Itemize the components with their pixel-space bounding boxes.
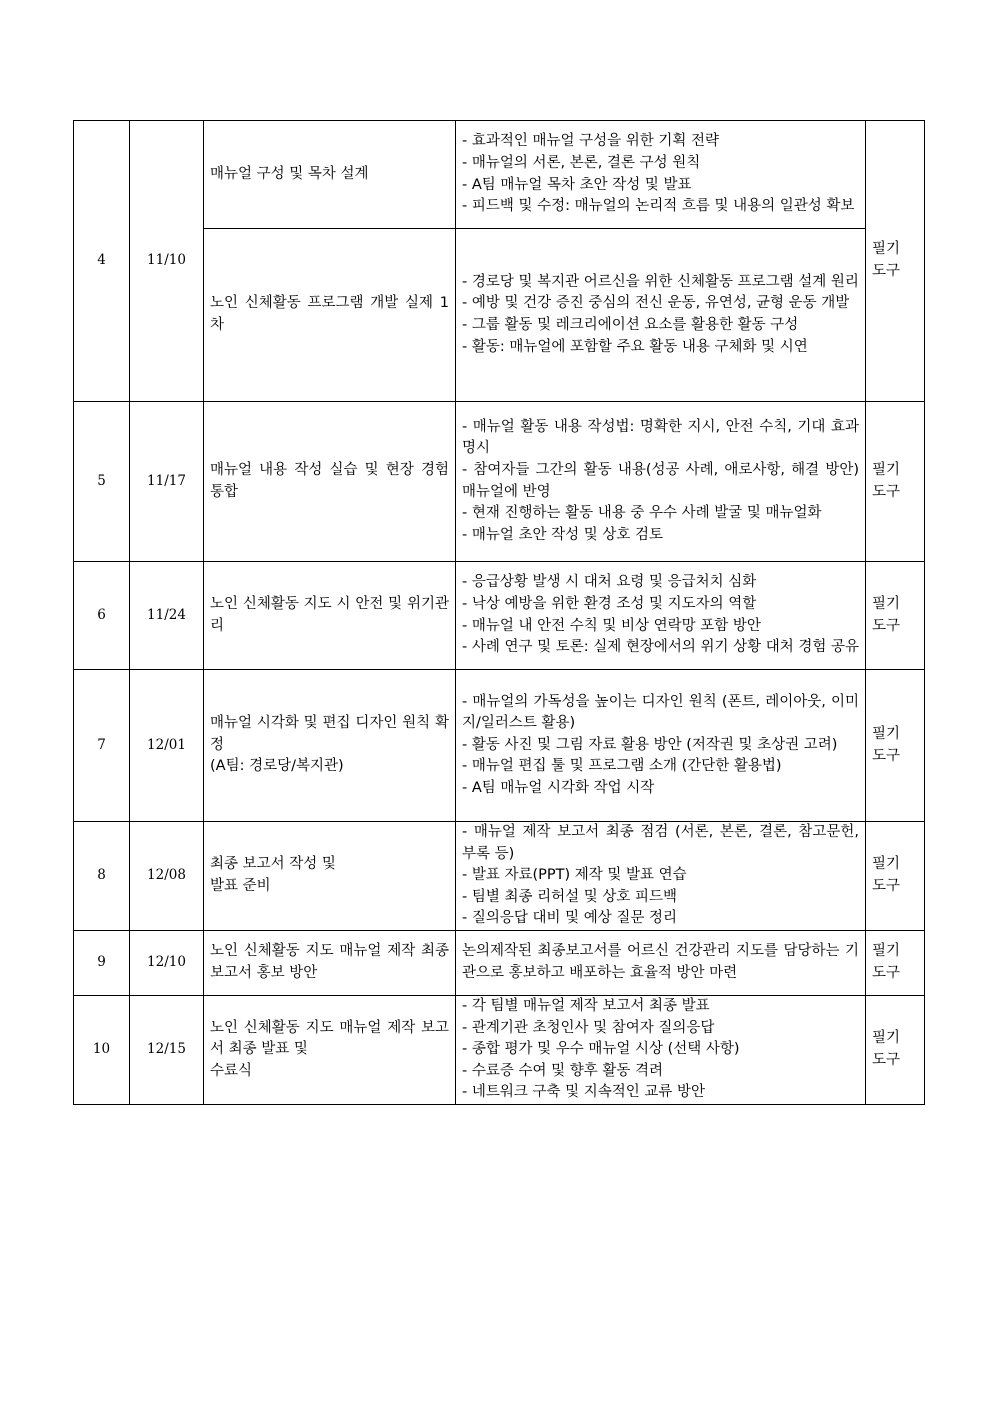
topic-text: 최종 보고서 작성 및 발표 준비: [210, 856, 336, 894]
content-line: - 매뉴얼의 서론, 본론, 결론 구성 원칙: [462, 154, 701, 171]
content-line: - A팀 매뉴얼 시각화 작업 시작: [462, 779, 655, 796]
table-row: [74, 402, 925, 562]
content-line: - 종합 평가 및 우수 매뉴얼 시상 (선택 사항): [462, 1041, 740, 1058]
date-cell: 11/10: [130, 121, 204, 402]
content-text: [462, 941, 859, 984]
content-line: - 관계기관 초청인사 및 참여자 질의응답: [462, 1019, 715, 1036]
topic-text: 매뉴얼 내용 작성 실습 및 현장 경험 통합: [210, 461, 449, 500]
content-line: - 활동: 매뉴얼에 포함할 주요 활동 내용 구체화 및 시연: [462, 338, 808, 355]
topic-text: 노인 신체활동 지도 시 안전 및 위기관리: [210, 595, 449, 634]
content-line: - 매뉴얼 제작 보고서 최종 점검 (서론, 본론, 결론, 참고문헌, 부록 등): [462, 824, 859, 862]
topic-cell: [204, 229, 456, 402]
content-text: [462, 572, 859, 658]
content-line: - 피드백 및 수정: 매뉴얼의 논리적 흐름 및 내용의 일관성 확보: [462, 198, 855, 215]
tool-text: 필기도구: [872, 725, 901, 764]
topic-cell: [204, 121, 456, 229]
topic-text: 매뉴얼 구성 및 목차 설계: [210, 165, 369, 182]
topic-cell: [204, 562, 456, 670]
week-cell: 10: [74, 995, 130, 1104]
tool-text: 필기도구: [872, 241, 901, 279]
content-line: - 예방 및 건강 증진 중심의 전신 운동, 유연성, 균형 운동 개발: [462, 295, 850, 312]
date-cell: 11/24: [130, 562, 204, 670]
content-line: - 매뉴얼의 가독성을 높이는 디자인 원칙 (폰트, 레이아웃, 이미지/일러스트 활용): [462, 693, 859, 732]
content-line: - 응급상황 발생 시 대처 요령 및 응급처치 심화: [462, 574, 757, 591]
content-line: - 현재 진행하는 활동 내용 중 우수 사례 발굴 및 매뉴얼화: [462, 505, 822, 522]
content-cell: [456, 822, 866, 931]
content-text: [462, 417, 859, 547]
content-line: - 참여자들 그간의 활동 내용(성공 사례, 애로사항, 해결 방안) 매뉴얼에 반영: [462, 461, 859, 500]
content-line: - A팀 매뉴얼 목차 초안 작성 및 발표: [462, 176, 692, 193]
content-line: - 수료증 수여 및 향후 활동 격려: [462, 1062, 663, 1079]
table-row: [74, 121, 925, 229]
topic-text: 노인 신체활동 프로그램 개발 실제 1차: [210, 295, 449, 333]
tool-text: 필기도구: [872, 1030, 901, 1068]
content-line: - 매뉴얼 활동 내용 작성법: 명확한 지시, 안전 수칙, 기대 효과 명시: [462, 418, 859, 457]
content-line: - 팀별 최종 리허설 및 상호 피드백: [462, 888, 677, 905]
date-cell: 12/15: [130, 995, 204, 1104]
topic-cell: [204, 670, 456, 822]
week-cell: 5: [74, 402, 130, 562]
content-line: - 활동 사진 및 그림 자료 활용 방안 (저작권 및 초상권 고려): [462, 736, 838, 753]
topic-text: 매뉴얼 시각화 및 편집 디자인 원칙 확정 (A팀: 경로당/복지관): [210, 715, 449, 775]
tool-cell: [866, 670, 925, 822]
tool-cell: [866, 930, 925, 995]
content-line: - 매뉴얼 편집 툴 및 프로그램 소개 (간단한 활용법): [462, 758, 782, 775]
tool-text: 필기도구: [872, 461, 901, 500]
table-row: [74, 562, 925, 670]
content-line: - 매뉴얼 내 안전 수칙 및 비상 연락망 포함 방안: [462, 617, 761, 634]
date-cell: 11/17: [130, 402, 204, 562]
topic-cell: [204, 930, 456, 995]
content-line: - 효과적인 매뉴얼 구성을 위한 기획 전략: [462, 133, 719, 150]
topic-text: 노인 신체활동 지도 매뉴얼 제작 최종 보고서 홍보 방안: [210, 943, 449, 981]
week-cell: 4: [74, 121, 130, 402]
tool-cell: [866, 822, 925, 931]
content-text: [462, 692, 859, 800]
content-line: - 그룹 활동 및 레크리에이션 요소를 활용한 활동 구성: [462, 317, 799, 333]
tool-cell: [866, 995, 925, 1104]
content-cell: [456, 930, 866, 995]
topic-cell: [204, 822, 456, 931]
week-cell: 7: [74, 670, 130, 822]
content-text: [462, 822, 859, 930]
content-cell: [456, 229, 866, 402]
schedule-table: [73, 120, 925, 1105]
content-cell: [456, 121, 866, 229]
table-row: [74, 930, 925, 995]
topic-cell: [204, 995, 456, 1104]
table-row: [74, 670, 925, 822]
content-line: - 네트워크 구축 및 지속적인 교류 방안: [462, 1084, 705, 1101]
topic-text: 노인 신체활동 지도 매뉴얼 제작 보고서 최종 발표 및 수료식: [210, 1019, 449, 1079]
content-line: - 발표 자료(PPT) 제작 및 발표 연습: [462, 867, 687, 884]
date-cell: 12/01: [130, 670, 204, 822]
table-row: [74, 995, 925, 1104]
content-line: - 질의응답 대비 및 예상 질문 정리: [462, 910, 677, 927]
content-line: - 각 팀별 매뉴얼 제작 보고서 최종 발표: [462, 997, 710, 1014]
content-cell: [456, 562, 866, 670]
tool-text: 필기도구: [872, 856, 901, 894]
week-cell: 9: [74, 930, 130, 995]
content-line: - 경로당 및 복지관 어르신을 위한 신체활동 프로그램 설계 원리: [462, 273, 859, 290]
table-row: [74, 822, 925, 931]
week-cell: 8: [74, 822, 130, 931]
content-text: [462, 131, 859, 217]
content-text: [462, 272, 859, 358]
content-line: - 낙상 예방을 위한 환경 조성 및 지도자의 역할: [462, 595, 757, 612]
content-cell: [456, 995, 866, 1104]
tool-cell: [866, 121, 925, 402]
date-cell: 12/08: [130, 822, 204, 931]
tool-text: 필기도구: [872, 943, 901, 981]
content-line: - 매뉴얼 초안 작성 및 상호 검토: [462, 526, 663, 543]
content-text: [462, 996, 859, 1104]
date-cell: 12/10: [130, 930, 204, 995]
tool-cell: [866, 402, 925, 562]
tool-cell: [866, 562, 925, 670]
content-cell: [456, 402, 866, 562]
content-line: - 사례 연구 및 토론: 실제 현장에서의 위기 상황 대처 경험 공유: [462, 639, 859, 656]
topic-cell: [204, 402, 456, 562]
tool-text: 필기도구: [872, 595, 901, 634]
content-line: 논의제작된 최종보고서를 어르신 건강관리 지도를 담당하는 기관으로 홍보하고 배포하는 효율적 방안 마련: [462, 943, 859, 981]
week-cell: 6: [74, 562, 130, 670]
content-cell: [456, 670, 866, 822]
